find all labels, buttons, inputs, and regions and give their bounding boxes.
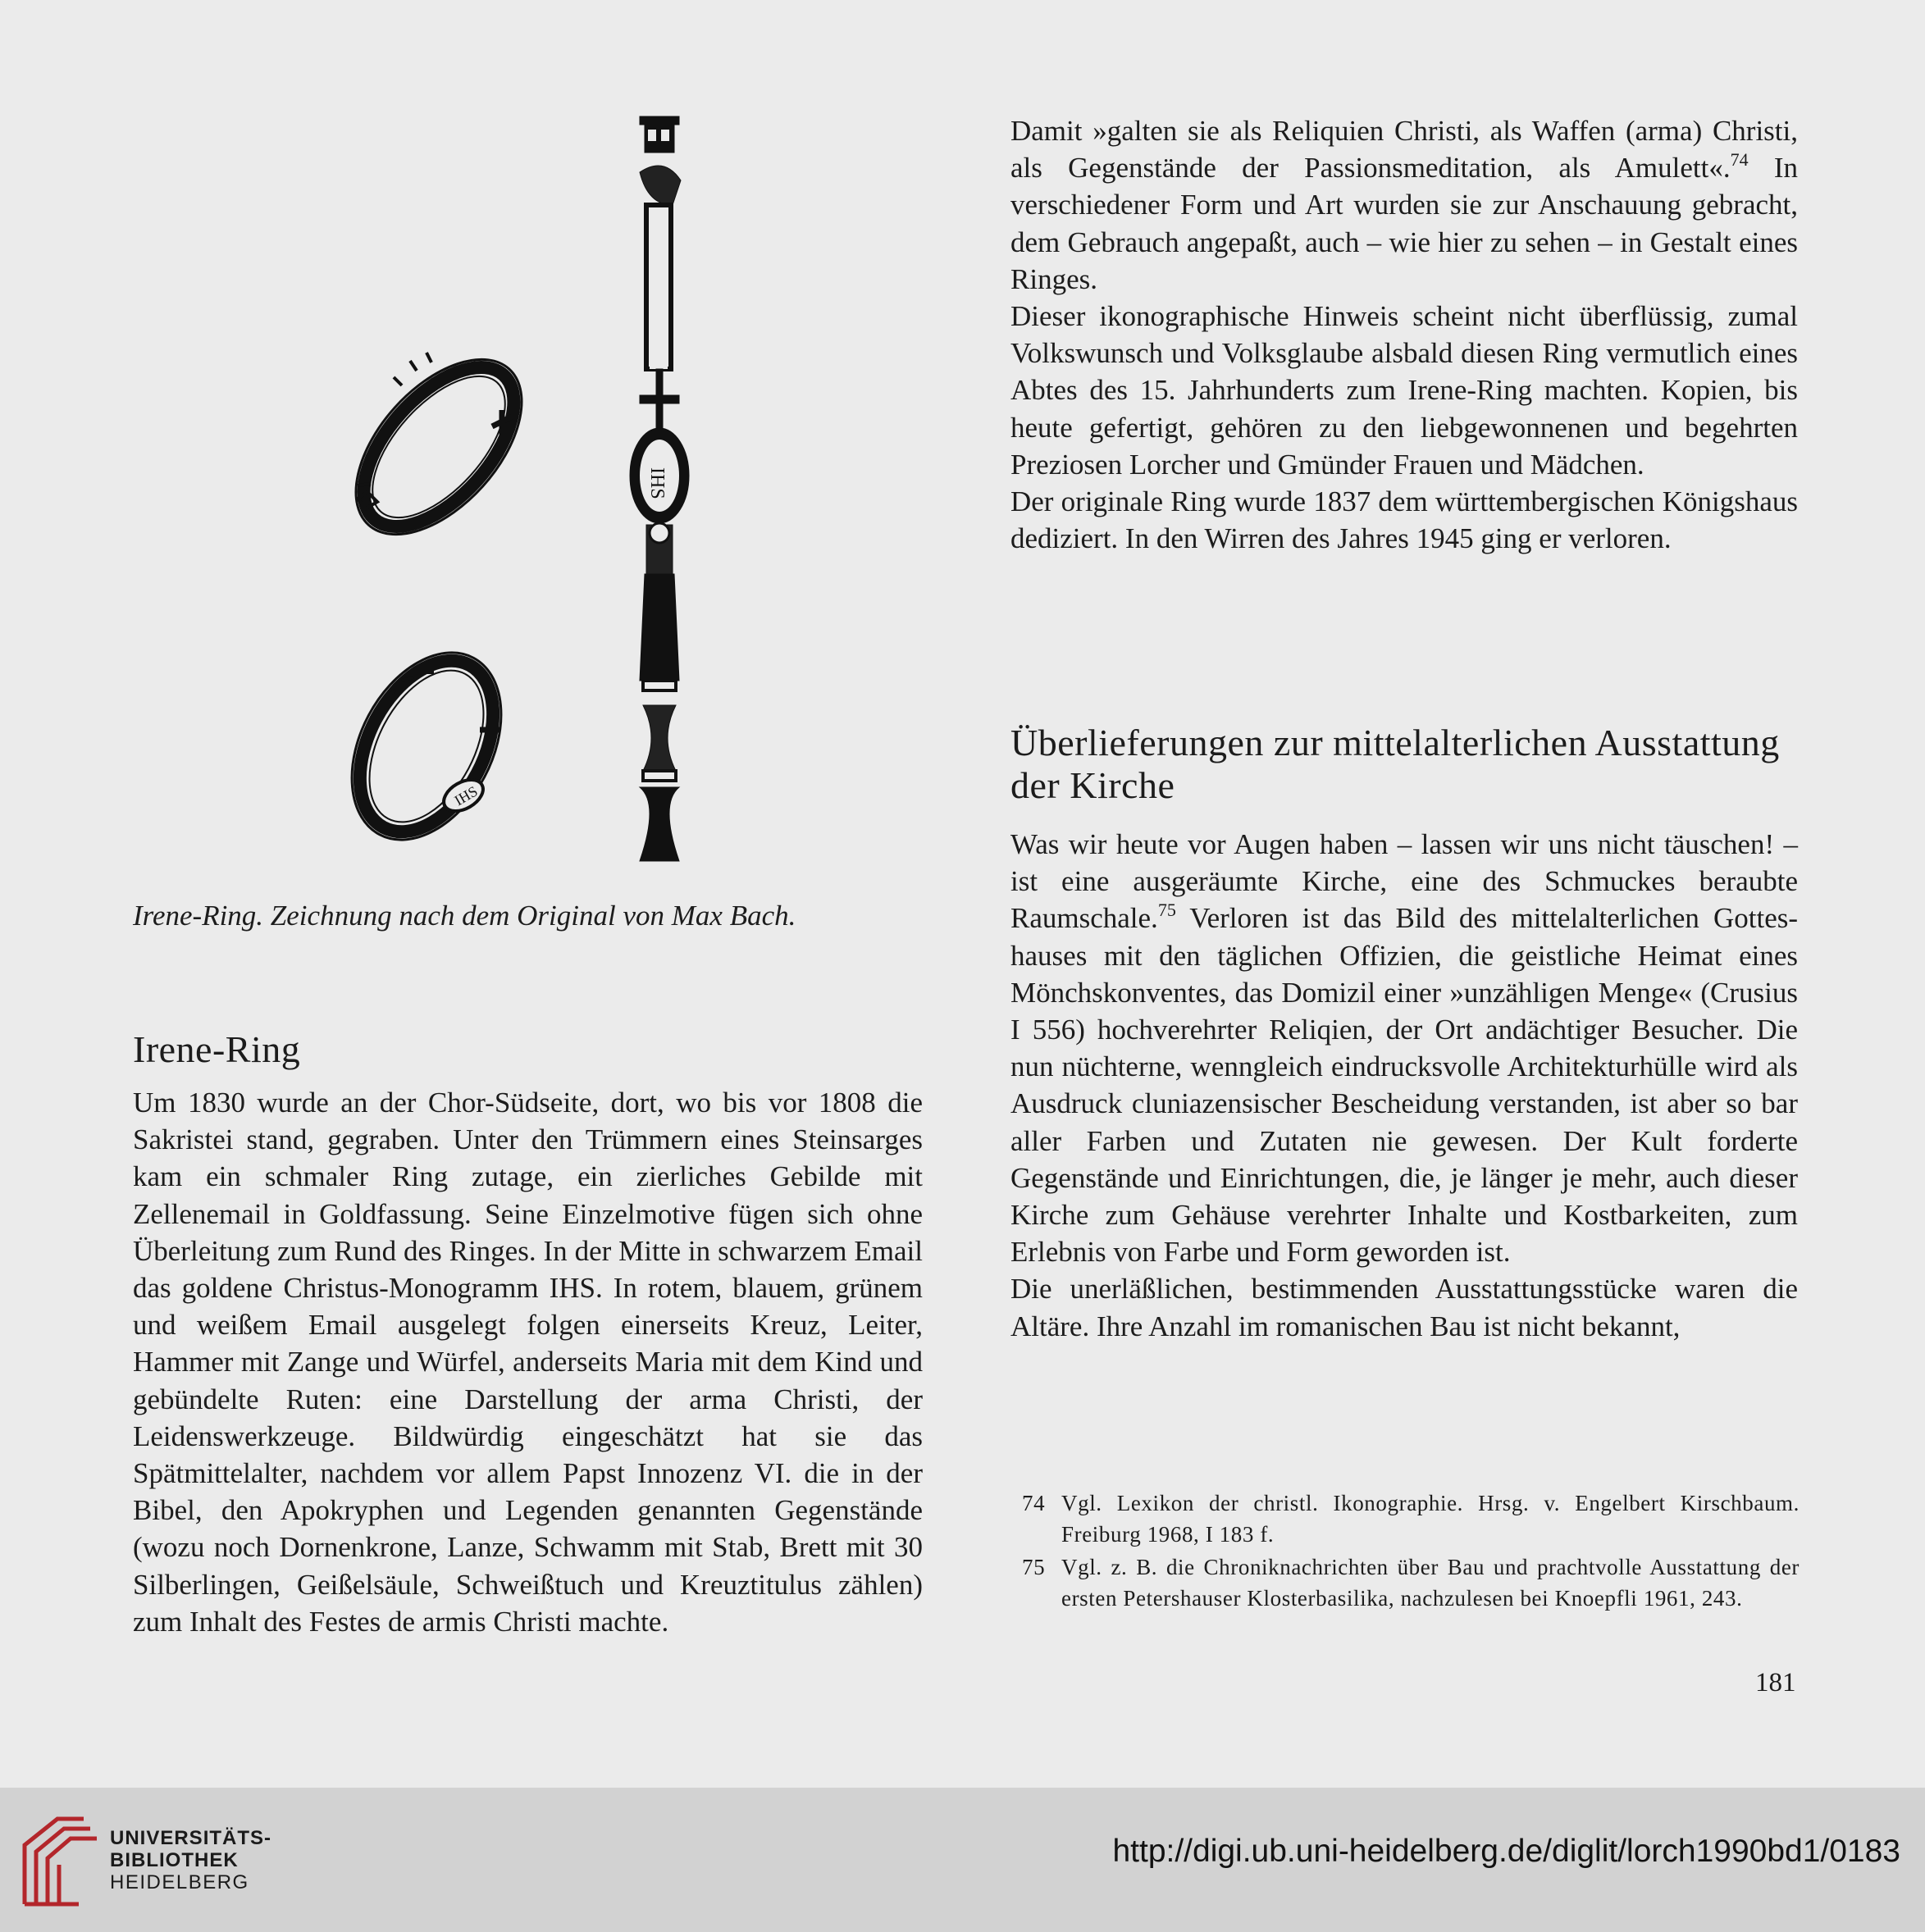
svg-text:IHS: IHS bbox=[646, 467, 668, 499]
library-logo-icon bbox=[18, 1812, 103, 1911]
section-heading-ausstattung: Überlieferungen zur mittelalterlichen Ausstattung der Kirche bbox=[1010, 722, 1780, 806]
paragraph: Damit »galten sie als Reliquien Christi, als Waffen (arma) Christi, als Gegenstände der Passionsmeditation, als Amulett«.$^{74}$ In verschiedener Form und Art wurden sie zur Anschauung gebracht, dem Gebrauch angepaßt, auch – wie hier zu sehen – in Gestalt eines Ringes. bbox=[1010, 115, 1798, 295]
figure-caption: Irene-Ring. Zeichnung nach dem Original von Max Bach. bbox=[133, 900, 796, 932]
ring-drawing-icon bbox=[312, 107, 771, 873]
footnote: 75 Vgl. z. B. die Chroniknachrichten über Bau und prachtvolle Ausstattung der ersten Petershauser Klosterbasilika, nachzulesen bei Knoepfli 1961, 243. bbox=[1022, 1555, 1800, 1611]
paragraph: Die unerläßlichen, bestimmenden Ausstattungsstücke waren die Altäre. Ihre Anzahl im romanischen Bau ist nicht bekannt, bbox=[1010, 1273, 1798, 1342]
library-logo-text: UNIVERSITÄTS- BIBLIOTHEK HEIDELBERG bbox=[110, 1827, 272, 1893]
footnote-ref-74: 74 bbox=[1730, 149, 1749, 171]
right-column-text-bottom bbox=[1010, 826, 1798, 1345]
left-column-text bbox=[133, 1084, 923, 1640]
footnotes bbox=[1022, 1488, 1800, 1615]
ring-band bbox=[630, 116, 689, 861]
right-column-text-top bbox=[1010, 112, 1798, 557]
lower-ring bbox=[322, 627, 531, 866]
svg-text:IHS: IHS bbox=[451, 782, 481, 809]
library-footer bbox=[0, 1788, 1925, 1932]
page-number: 181 bbox=[1755, 1668, 1796, 1697]
upper-ring bbox=[325, 330, 553, 565]
footnote: 74 Vgl. Lexikon der christl. Ikonographie. Hrsg. v. Engelbert Kirschbaum. Freiburg 1968, I 183 f. bbox=[1022, 1491, 1800, 1547]
footnote-ref-75: 75 bbox=[1157, 900, 1176, 921]
paragraph: Um 1830 wurde an der Chor-Südseite, dort, wo bis vor 1808 die Sakristei stand, gegraben. Unter den Trümmern eines Steinsarges kam ein schmaler Ring zutage, ein zierliches Gebilde mit Zellenemail in Goldfassung. Seine Einzelmotive fügen sich ohne Überleitung zum Rund des Ringes. In der Mitte in schwarzem Email das goldene Christus-Monogramm IHS. In rotem, blauem, grünem und weißem Email ausgelegt folgen einerseits Kreuz, Leiter, Hammer mit Zange und Würfel, anderseits Maria mit dem Kind und gebündelte Ruten: eine Darstellung der arma Christi, der Leidenswerkzeuge. Bildwürdig eingeschätzt hat sie das Spätmittelalter, nachdem vor allem Papst Innozenz VI. die in der Bibel, den Apokryphen und Legenden genannten Gegenstände (wozu noch Dornenkrone, Lanze, Schwamm mit Stab, Brett mit 30 Silberlingen, Geißelsäule, Schweißtuch und Kreuztitulus zählen) zum Inhalt des Festes de armis Christi machte. bbox=[133, 1087, 923, 1638]
section-heading-irene-ring: Irene-Ring bbox=[133, 1028, 301, 1070]
paragraph: Dieser ikonographische Hinweis scheint nicht überflüssig, zumal Volkswunsch und Volksglaube alsbald diesen Ring vermutlich eines Abtes des 15. Jahrhunderts zum Irene-Ring machten. Kopien, bis heute gefertigt, gehören zu den liebgewonnenen und begehrten Preziosen Lorcher und Gmünder Frauen und Mädchen. bbox=[1010, 300, 1798, 481]
paragraph: Was wir heute vor Augen haben – lassen wir uns nicht täuschen! – ist eine ausgeräumte Kirche, eine des Schmuckes beraubte Raumschale.$^{75}$ Verloren ist das Bild des mittelalterlichen Gotteshauses mit den täglichen Offizien, die geistliche Heimat eines Mönchskonventes, das Domizil einer »unzähligen Menge« (Crusius I 556) hochverehrter Reliqien, der Ort andächtiger Besucher. Die nun nüchterne, wenngleich eindrucksvolle Architekturhülle wird als Ausdruck cluniazensischer Bescheidung verstanden, ist aber so bar aller Farben und Zutaten nie gewesen. Der Kult forderte Gegenstände und Einrichtungen, die, je länger je mehr, auch dieser Kirche zum Gehäuse verehrter Inhalte und Kostbarkeiten, zum Erlebnis von Farbe und Form geworden ist. bbox=[1010, 828, 1798, 1269]
source-url-link[interactable]: http://digi.ub.uni-heidelberg.de/diglit/lorch1990bd1/0183 bbox=[1112, 1834, 1900, 1869]
paragraph: Der originale Ring wurde 1837 dem württembergischen Königshaus dediziert. In den Wirren des Jahres 1945 ging er verloren. bbox=[1010, 485, 1798, 555]
